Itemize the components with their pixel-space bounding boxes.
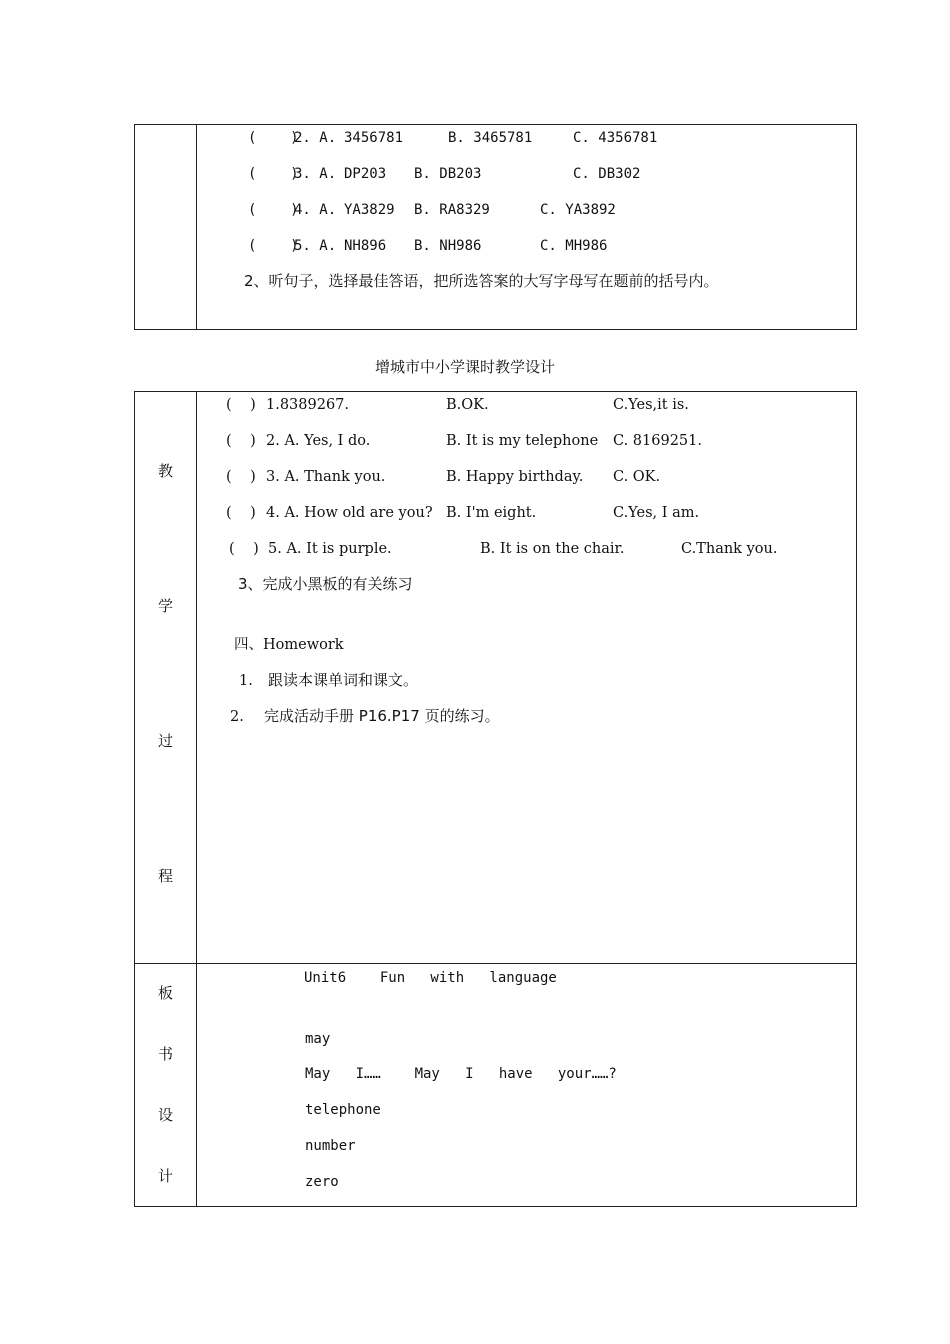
board-label-char: 设 — [158, 1106, 174, 1124]
board-line: zero — [305, 1174, 339, 1190]
question-number: 5. A. It is purple. — [268, 541, 392, 557]
question-number: 3. A. — [294, 166, 337, 182]
option-a: DP203 — [344, 166, 387, 182]
option-b: B. NH986 — [414, 238, 482, 254]
answer-paren: ( ) — [248, 202, 299, 218]
answer-paren: ( ) — [226, 469, 256, 485]
option-c: C. MH986 — [540, 238, 608, 254]
option-b: B. It is my telephone — [446, 433, 599, 449]
option-c: C.Thank you. — [681, 541, 778, 557]
answer-paren: ( ) — [248, 238, 299, 254]
question-number: 4. A. How old are you? — [266, 505, 433, 521]
option-b: B. Happy birthday. — [446, 469, 584, 485]
option-b: B. I'm eight. — [446, 505, 537, 521]
option-c: C. 4356781 — [573, 130, 658, 146]
listening-instruction: 2、听句子，选择最佳答语，把所选答案的大写字母写在题前的括号内。 — [244, 272, 719, 290]
option-a: 3456781 — [344, 130, 404, 146]
process-label-char: 教 — [158, 462, 174, 480]
board-line: may — [305, 1031, 331, 1047]
option-c: C. DB302 — [573, 166, 641, 182]
board-title: Unit6 Fun with language — [304, 970, 557, 986]
answer-paren: ( ) — [226, 505, 256, 521]
page-title: 增城市中小学课时教学设计 — [375, 358, 556, 376]
answer-paren: ( ) — [226, 433, 256, 449]
process-label-char: 程 — [158, 867, 174, 885]
board-line: May I…… May I have your……? — [305, 1066, 617, 1082]
process-label-char: 过 — [158, 732, 174, 750]
answer-paren: ( ) — [248, 130, 299, 146]
section-separator — [134, 963, 857, 964]
board-line: number — [305, 1138, 356, 1154]
homework-item-text: 跟读本课单词和课文。 — [268, 671, 419, 689]
board-label-char: 板 — [158, 984, 174, 1002]
board-line: telephone — [305, 1102, 381, 1118]
top-table-divider — [196, 124, 197, 330]
question-number: 2. A. Yes, I do. — [266, 433, 371, 449]
board-label-char: 计 — [158, 1167, 174, 1185]
option-c: C.Yes, I am. — [613, 505, 700, 521]
question-number: 4. A. — [294, 202, 337, 218]
option-c: C. 8169251. — [613, 433, 702, 449]
question-number: 1.8389267. — [266, 397, 350, 413]
homework-item-number: 1. — [239, 673, 253, 689]
option-b: B. 3465781 — [448, 130, 533, 146]
homework-item-number: 2. — [230, 709, 244, 725]
option-b: B. DB203 — [414, 166, 482, 182]
homework-item-text: 完成活动手册 P16.P17 页的练习。 — [264, 707, 500, 725]
option-b: B.OK. — [446, 397, 489, 413]
process-label-char: 学 — [158, 597, 174, 615]
question-number: 2. A. — [294, 130, 337, 146]
answer-paren: ( ) — [248, 166, 299, 182]
task-three: 3、完成小黑板的有关练习 — [238, 575, 413, 593]
question-number: 5. A. — [294, 238, 337, 254]
board-label-char: 书 — [158, 1045, 174, 1063]
option-c: C. OK. — [613, 469, 661, 485]
lesson-table-divider — [196, 391, 197, 1207]
option-a: NH896 — [344, 238, 387, 254]
top-table — [134, 124, 857, 330]
option-b: B. RA8329 — [414, 202, 490, 218]
option-a: YA3829 — [344, 202, 395, 218]
answer-paren: ( ) — [226, 397, 256, 413]
question-number: 3. A. Thank you. — [266, 469, 386, 485]
option-b: B. It is on the chair. — [480, 541, 625, 557]
homework-title: 四、Homework — [234, 637, 344, 653]
answer-paren: ( ) — [229, 541, 259, 557]
option-c: C. YA3892 — [540, 202, 616, 218]
option-c: C.Yes,it is. — [613, 397, 689, 413]
